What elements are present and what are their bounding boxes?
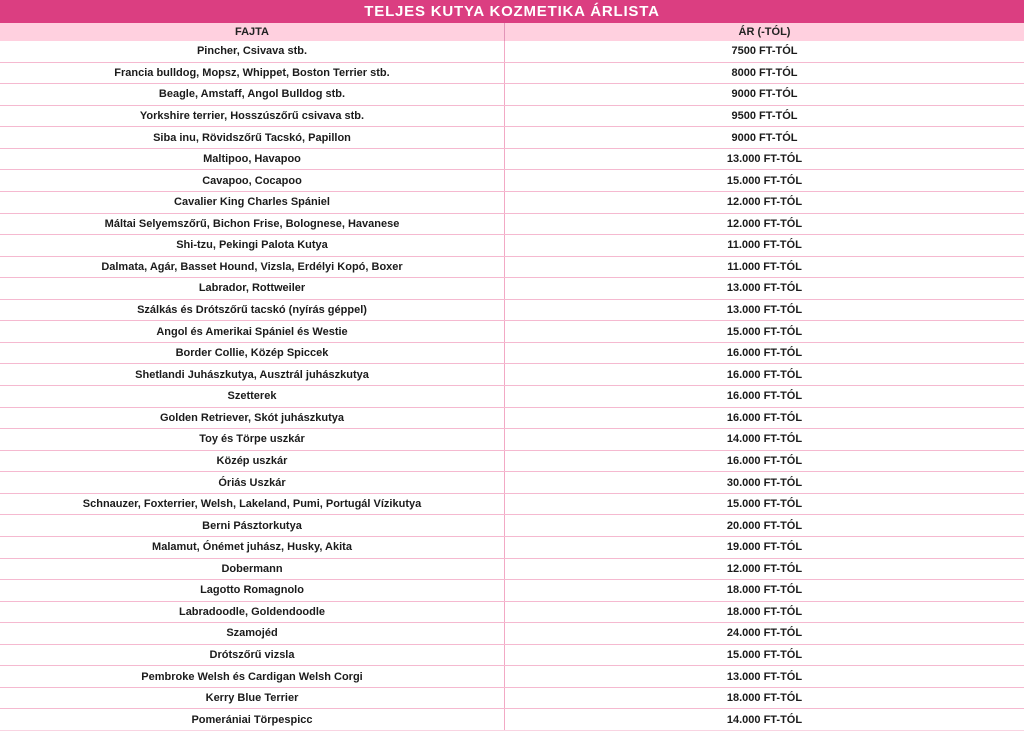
breed-cell: Siba inu, Rövidszőrű Tacskó, Papillon	[0, 127, 505, 148]
price-cell: 13.000 FT-TÓL	[726, 153, 803, 166]
breed-cell: Óriás Uszkár	[0, 472, 505, 493]
price-cell: 9000 FT-TÓL	[731, 88, 798, 101]
table-row	[0, 472, 1024, 494]
table-row	[0, 515, 1024, 537]
price-cell: 12.000 FT-TÓL	[726, 196, 803, 209]
price-cell: 30.000 FT-TÓL	[726, 476, 803, 489]
breed-cell: Szamojéd	[0, 623, 505, 644]
breed-cell: Közép uszkár	[0, 451, 505, 472]
breed-cell: Malamut, Ónémet juhász, Husky, Akita	[0, 537, 505, 558]
table-row	[0, 214, 1024, 236]
table-row	[0, 559, 1024, 581]
price-cell: 16.000 FT-TÓL	[726, 454, 803, 467]
price-cell: 15.000 FT-TÓL	[726, 174, 803, 187]
table-row	[0, 537, 1024, 559]
price-cell: 15.000 FT-TÓL	[726, 649, 803, 662]
price-cell: 11.000 FT-TÓL	[727, 239, 802, 252]
table-row	[0, 666, 1024, 688]
table-row	[0, 170, 1024, 192]
table-row	[0, 278, 1024, 300]
table-row	[0, 709, 1024, 731]
table-row	[0, 300, 1024, 322]
breed-cell: Border Collie, Közép Spiccek	[0, 343, 505, 364]
price-cell: 13.000 FT-TÓL	[726, 304, 803, 317]
breed-cell: Maltipoo, Havapoo	[0, 149, 505, 170]
breed-cell: Lagotto Romagnolo	[0, 580, 505, 601]
price-cell: 13.000 FT-TÓL	[726, 670, 803, 683]
breed-cell: Pembroke Welsh és Cardigan Welsh Corgi	[0, 666, 505, 687]
price-cell: 16.000 FT-TÓL	[726, 347, 803, 360]
table-row	[0, 494, 1024, 516]
table-row	[0, 149, 1024, 171]
breed-cell: Schnauzer, Foxterrier, Welsh, Lakeland, Pumi, Portugál Vízikutya	[0, 494, 505, 515]
table-row	[0, 602, 1024, 624]
breed-cell: Szálkás és Drótszőrű tacskó (nyírás géppel)	[0, 300, 505, 321]
table-row	[0, 645, 1024, 667]
breed-cell: Francia bulldog, Mopsz, Whippet, Boston Terrier stb.	[0, 63, 505, 84]
table-row	[0, 623, 1024, 645]
breed-cell: Cavapoo, Cocapoo	[0, 170, 505, 191]
breed-cell: Cavalier King Charles Spániel	[0, 192, 505, 213]
price-cell: 16.000 FT-TÓL	[726, 390, 803, 403]
table-row	[0, 84, 1024, 106]
price-cell: 9500 FT-TÓL	[731, 109, 798, 122]
table-body	[0, 41, 1024, 731]
column-header-price: ÁR (-TÓL)	[738, 26, 791, 38]
price-cell: 19.000 FT-TÓL	[726, 541, 803, 554]
price-cell: 16.000 FT-TÓL	[726, 411, 803, 424]
breed-cell: Toy és Törpe uszkár	[0, 429, 505, 450]
price-cell: 18.000 FT-TÓL	[726, 692, 803, 705]
breed-cell: Shetlandi Juhászkutya, Ausztrál juhászkutya	[0, 364, 505, 385]
breed-cell: Dobermann	[0, 559, 505, 580]
price-cell: 11.000 FT-TÓL	[727, 260, 802, 273]
price-cell: 9000 FT-TÓL	[731, 131, 798, 144]
breed-cell: Szetterek	[0, 386, 505, 407]
table-row	[0, 106, 1024, 128]
breed-cell: Golden Retriever, Skót juhászkutya	[0, 408, 505, 429]
breed-cell: Labrador, Rottweiler	[0, 278, 505, 299]
breed-cell: Yorkshire terrier, Hosszúszőrű csivava stb.	[0, 106, 505, 127]
price-cell: 12.000 FT-TÓL	[726, 562, 803, 575]
table-row	[0, 41, 1024, 63]
breed-cell: Kerry Blue Terrier	[0, 688, 505, 709]
table-row	[0, 127, 1024, 149]
table-header	[0, 23, 1024, 41]
table-row	[0, 429, 1024, 451]
breed-cell: Berni Pásztorkutya	[0, 515, 505, 536]
table-row	[0, 408, 1024, 430]
table-row	[0, 364, 1024, 386]
price-cell: 12.000 FT-TÓL	[726, 217, 803, 230]
table-row	[0, 235, 1024, 257]
price-cell: 15.000 FT-TÓL	[726, 325, 803, 338]
price-cell: 13.000 FT-TÓL	[726, 282, 803, 295]
table-row	[0, 63, 1024, 85]
price-cell: 18.000 FT-TÓL	[726, 605, 803, 618]
price-cell: 24.000 FT-TÓL	[726, 627, 803, 640]
page-title: TELJES KUTYA KOZMETIKA ÁRLISTA	[0, 0, 1024, 23]
breed-cell: Shi-tzu, Pekingi Palota Kutya	[0, 235, 505, 256]
table-row	[0, 580, 1024, 602]
breed-cell: Pincher, Csivava stb.	[0, 41, 505, 62]
price-cell: 18.000 FT-TÓL	[726, 584, 803, 597]
price-cell: 7500 FT-TÓL	[731, 45, 798, 58]
price-cell: 14.000 FT-TÓL	[726, 433, 803, 446]
table-row	[0, 688, 1024, 710]
column-header-breed: FAJTA	[0, 23, 505, 41]
table-row	[0, 451, 1024, 473]
breed-cell: Labradoodle, Goldendoodle	[0, 602, 505, 623]
table-row	[0, 192, 1024, 214]
table-row	[0, 343, 1024, 365]
price-cell: 8000 FT-TÓL	[731, 66, 798, 79]
breed-cell: Pomerániai Törpespicc	[0, 709, 505, 730]
breed-cell: Angol és Amerikai Spániel és Westie	[0, 321, 505, 342]
breed-cell: Beagle, Amstaff, Angol Bulldog stb.	[0, 84, 505, 105]
price-cell: 20.000 FT-TÓL	[726, 519, 803, 532]
breed-cell: Máltai Selyemszőrű, Bichon Frise, Bolognese, Havanese	[0, 214, 505, 235]
table-row	[0, 257, 1024, 279]
price-cell: 15.000 FT-TÓL	[726, 498, 803, 511]
price-cell: 16.000 FT-TÓL	[726, 368, 803, 381]
table-row	[0, 321, 1024, 343]
table-row	[0, 386, 1024, 408]
price-cell: 14.000 FT-TÓL	[726, 713, 803, 726]
breed-cell: Dalmata, Agár, Basset Hound, Vizsla, Erdélyi Kopó, Boxer	[0, 257, 505, 278]
breed-cell: Drótszőrű vizsla	[0, 645, 505, 666]
